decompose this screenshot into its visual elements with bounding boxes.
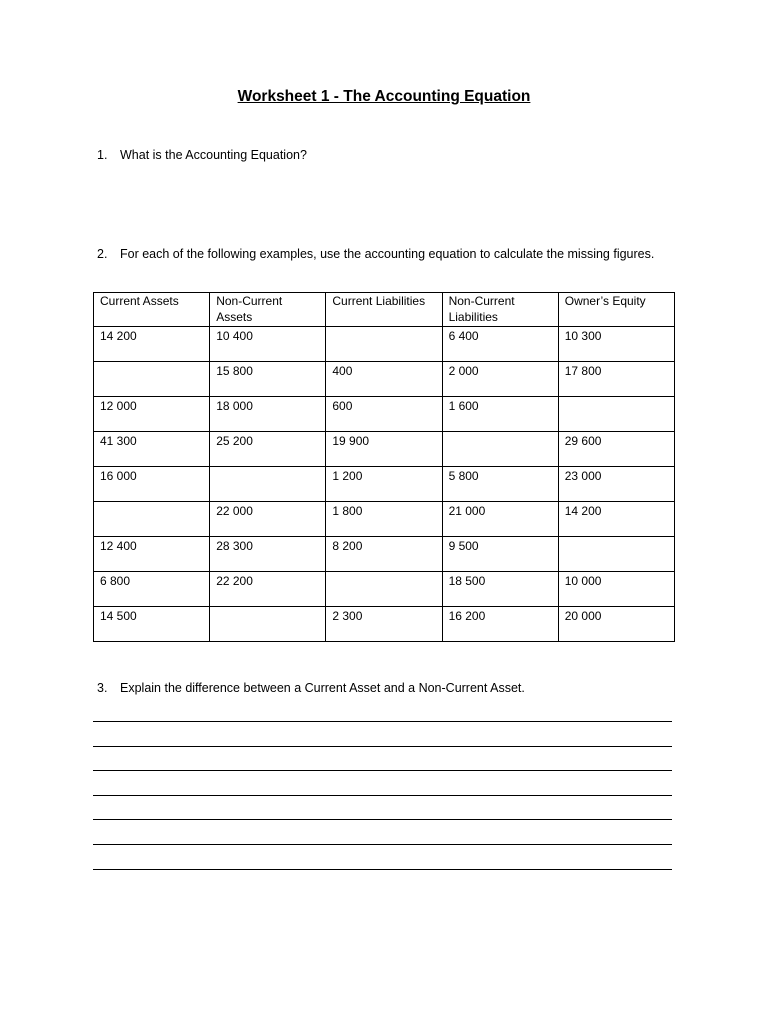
table-cell: 28 300 (210, 537, 326, 572)
table-cell: 22 000 (210, 502, 326, 537)
answer-line (93, 795, 672, 796)
question-2-number: 2. (97, 247, 108, 261)
table-row (94, 537, 675, 572)
table-cell: 1 800 (326, 502, 442, 537)
header-current-assets: Current Assets (94, 293, 210, 327)
table-cell: 1 600 (442, 397, 558, 432)
table-cell: 23 000 (558, 467, 674, 502)
accounting-figures-table (93, 292, 675, 642)
table-cell: 12 400 (94, 537, 210, 572)
table-cell: 400 (326, 362, 442, 397)
question-1-number: 1. (97, 148, 108, 162)
table-cell: 5 800 (442, 467, 558, 502)
table-cell: 15 800 (210, 362, 326, 397)
table-cell: 6 400 (442, 327, 558, 362)
question-2 (97, 245, 657, 263)
table-cell: 14 200 (94, 327, 210, 362)
table-cell: 12 000 (94, 397, 210, 432)
answer-line (93, 746, 672, 747)
header-non-current-liabilities: Non-Current Liabilities (442, 293, 558, 327)
table-cell: 2 000 (442, 362, 558, 397)
answer-line (93, 844, 672, 845)
table-cell (326, 327, 442, 362)
table-cell (442, 432, 558, 467)
header-non-current-assets: Non-Current Assets (210, 293, 326, 327)
table-cell (210, 467, 326, 502)
table-header-row (94, 293, 675, 327)
table-cell: 16 000 (94, 467, 210, 502)
table-cell: 22 200 (210, 572, 326, 607)
question-3 (97, 679, 657, 697)
table-cell: 6 800 (94, 572, 210, 607)
question-2-text: For each of the following examples, use the accounting equation to calculate the missing figures. (120, 247, 655, 261)
worksheet-title: Worksheet 1 - The Accounting Equation (237, 88, 531, 105)
table-cell: 20 000 (558, 607, 674, 642)
question-1 (97, 146, 657, 164)
table-cell (94, 502, 210, 537)
question-3-text: Explain the difference between a Current Asset and a Non-Current Asset. (120, 681, 525, 695)
table-cell: 18 000 (210, 397, 326, 432)
table-row (94, 572, 675, 607)
table-row (94, 467, 675, 502)
table-cell: 14 500 (94, 607, 210, 642)
table-cell: 14 200 (558, 502, 674, 537)
answer-line (93, 770, 672, 771)
table-row (94, 607, 675, 642)
table-cell (210, 607, 326, 642)
table-cell (326, 572, 442, 607)
table-row (94, 397, 675, 432)
answer-line (93, 869, 672, 870)
table-cell (94, 362, 210, 397)
table-cell (558, 397, 674, 432)
table-cell: 29 600 (558, 432, 674, 467)
table-row (94, 432, 675, 467)
table-row (94, 362, 675, 397)
table-cell: 8 200 (326, 537, 442, 572)
table-cell: 17 800 (558, 362, 674, 397)
table-cell: 10 000 (558, 572, 674, 607)
answer-line (93, 721, 672, 722)
answer-line (93, 819, 672, 820)
header-owners-equity: Owner’s Equity (558, 293, 674, 327)
table-cell: 600 (326, 397, 442, 432)
table-cell: 21 000 (442, 502, 558, 537)
table-cell: 10 400 (210, 327, 326, 362)
table-cell: 25 200 (210, 432, 326, 467)
table-cell: 2 300 (326, 607, 442, 642)
table-cell: 9 500 (442, 537, 558, 572)
table-cell (558, 537, 674, 572)
table-row (94, 502, 675, 537)
header-current-liabilities: Current Liabilities (326, 293, 442, 327)
table-cell: 19 900 (326, 432, 442, 467)
table-cell: 18 500 (442, 572, 558, 607)
table-cell: 16 200 (442, 607, 558, 642)
table-cell: 1 200 (326, 467, 442, 502)
question-1-text: What is the Accounting Equation? (120, 148, 307, 162)
table-cell: 41 300 (94, 432, 210, 467)
question-3-number: 3. (97, 681, 108, 695)
table-row (94, 327, 675, 362)
table-cell: 10 300 (558, 327, 674, 362)
